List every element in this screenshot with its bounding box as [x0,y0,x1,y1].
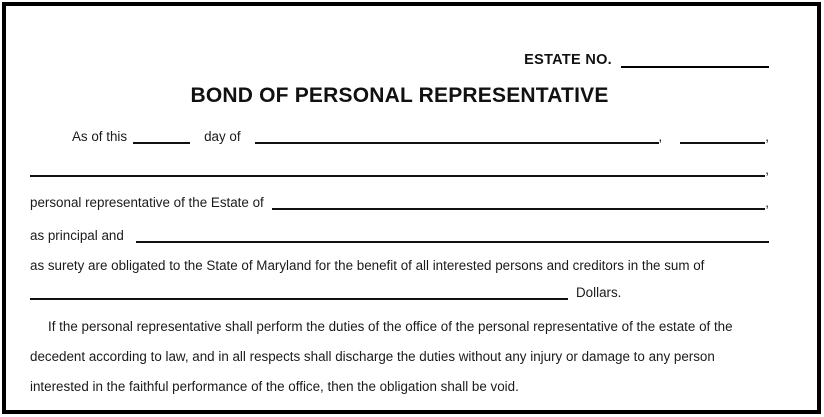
dollars-label: Dollars. [576,285,622,301]
estate-no-label: ESTATE NO. [524,52,612,68]
paragraph-line: decedent according to law, and in all respects shall discharge the duties without any injury or damage to any person [30,349,715,365]
estate-of-field[interactable] [272,205,766,210]
paragraph-line: interested in the faithful performance of the office, then the obligation shall be void. [30,379,519,395]
day-field[interactable] [133,139,190,144]
day-of-label: day of [204,129,241,145]
month-field[interactable] [255,139,659,144]
as-principal-label: as principal and [30,228,124,244]
surety-obligation-line [30,243,769,273]
representative-name-line [30,144,769,177]
estate-no-field[interactable] [621,63,769,68]
form-title: BOND OF PERSONAL REPRESENTATIVE [190,84,609,107]
surety-field[interactable] [136,238,769,243]
condition-paragraph [30,312,769,402]
estate-of-label: personal representative of the Estate of [30,195,264,211]
sum-line [30,273,769,300]
as-of-this-label: As of this [72,129,128,145]
year-field[interactable] [680,139,765,144]
personal-representative-field[interactable] [30,172,765,177]
comma: , [765,195,769,211]
paragraph-line: If the personal representative shall perform the duties of the office of the personal representative of the estate of the [48,319,733,335]
comma: , [765,129,769,145]
date-line [30,120,769,144]
estate-no-row [30,46,769,68]
principal-line [30,210,769,243]
estate-of-line [30,177,769,210]
comma: , [658,129,663,145]
surety-obligation-text: as surety are obligated to the State of Maryland for the benefit of all interested persons and creditors in the sum of [30,258,705,274]
bond-form-page [2,2,821,414]
sum-dollars-field[interactable] [30,295,568,300]
comma: , [765,162,769,178]
